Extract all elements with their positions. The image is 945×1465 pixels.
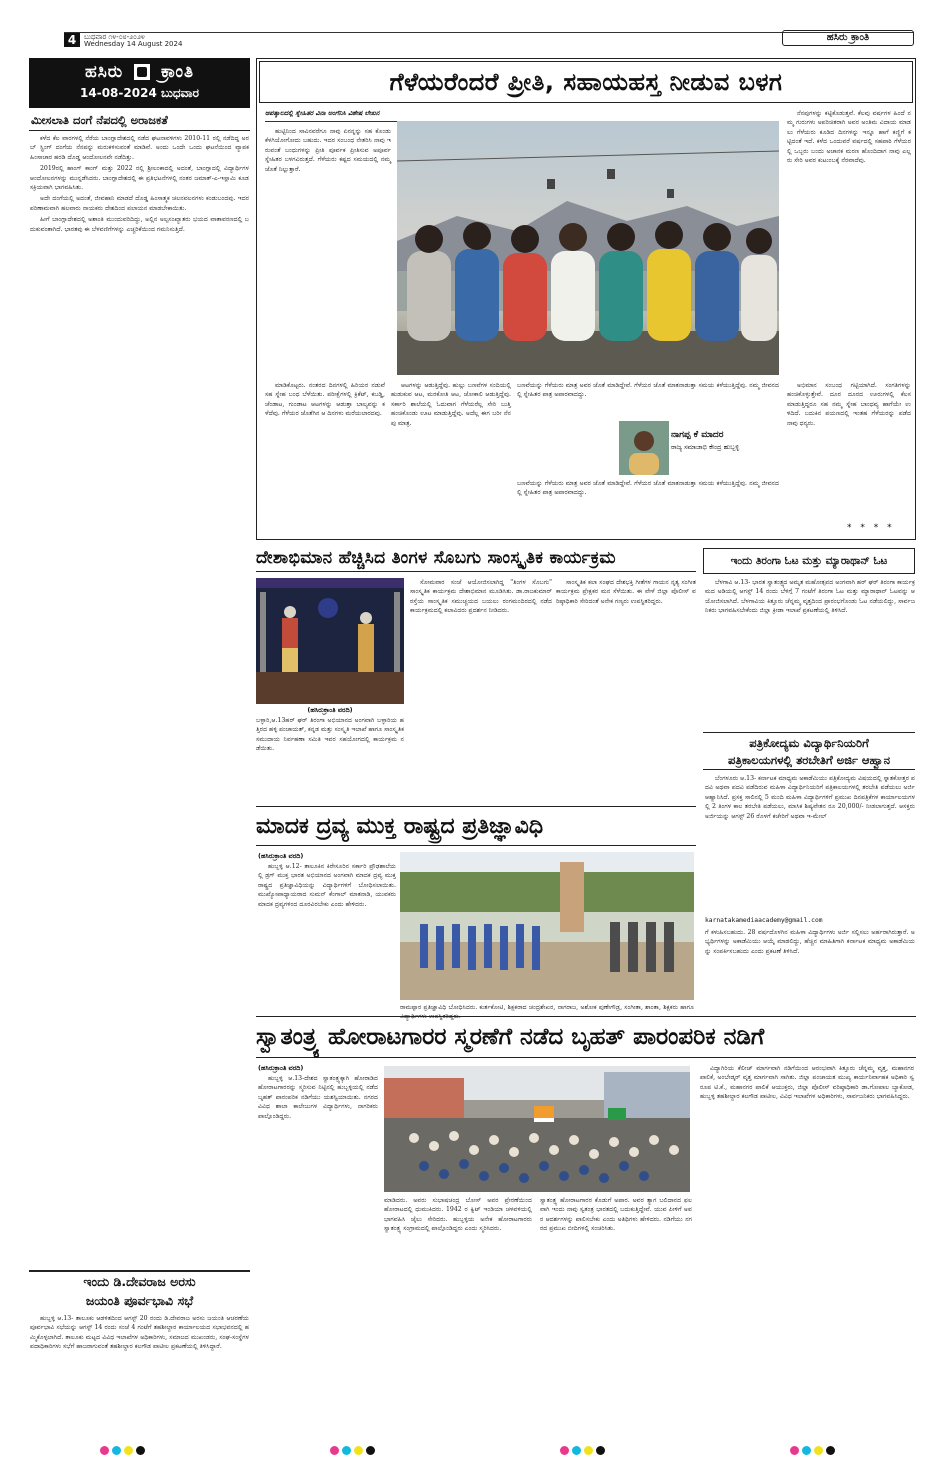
article-tiranga-body: ಬೆಳಗಾವಿ ಆ.13- ಭಾರತ ಸ್ವಾತಂತ್ರ್ಯದ ಅಮೃತ ಮಹೋತ್ಸವದ ಅಂಗವಾಗಿ ಹರ್ ಘರ್ ತಿರಂಗಾ ಕಾರ್ಯಕ್ರಮದ ಅಡಿಯಲ್ಲಿ ಆಗಸ್ಟ್ 14 ರಂದು ಬೆಳಿಗ್ಗೆ 7 ಗಂಟೆಗೆ ತಿರಂಗಾ ಓಟ ಮತ್ತು ಮ್ಯಾರಾಥಾನ್ ಓಟವನ್ನು ಆಯೋಜಿಸಲಾಗಿದೆ. ಬೆಳಗಾವಿಯ ಕಿತ್ತೂರು ಚೆನ್ನಮ್ಮ ವೃತ್ತದಿಂದ ಪ್ರಾರಂಭಗೊಂಡು ಓಟ ನಡೆಯಲಿದ್ದು, ಸಾರ್ವಜನಿಕರು ಭಾಗವಹಿಸಬೇಕೆಂದು ಜಿಲ್ಲಾ ಕ್ರೀಡಾ ಇಲಾಖೆ ಪ್ರಕಟಣೆಯಲ್ಲಿ ತಿಳಿಸಿದೆ. bbox=[705, 579, 915, 615]
article-journalism-headline-1: ಪತ್ರಿಕೋದ್ಯಮ ವಿದ್ಯಾರ್ಥಿನಿಯರಿಗೆ bbox=[749, 736, 869, 750]
article-friends-col-right-top: ನೆನಪುಗಳನ್ನು ಕಟ್ಟಿಕೊಡುತ್ತವೆ. ಕೆಲವು ವರ್ಷಗಳ ಹಿಂದೆ ನಮ್ಮ ಗುರುಗಳು ಅಪರಿಚಿತರಾಗಿ ಅವರ ಅಂತಿಮ ವಿದಾಯ ಮಾಡಲು ಗೆಳೆಯರು ಕೂಡಿದ ದಿನಗಳನ್ನು ಇನ್ನೂ ಹಾಗೆ ಕಣ್ಣಿಗೆ ಕಟ್ಟಿದಂತೆ ಇದೆ. ಕಳೆದ ಒಂದುವರೆ ವರ್ಷದಲ್ಲಿ ಸಹಪಾಠಿ ಗೆಳೆಯರಲ್ಲಿ ಒಬ್ಬರು ಬಂದು ಅಚಾನಕ ಮರಣ ಹೊಂದಿದಾಗ ನಾವು ಎಲ್ಲರು ಸೇರಿ ಅವರ ಕುಟುಂಬಕ್ಕೆ ನೆರವಾದೆವು. bbox=[787, 110, 911, 165]
cyan-dot-icon bbox=[112, 1446, 121, 1455]
magenta-dot-icon bbox=[560, 1446, 569, 1455]
end-mark: * * * * bbox=[847, 523, 895, 533]
editorial bbox=[29, 110, 250, 1141]
yellow-dot-icon bbox=[124, 1446, 133, 1455]
registration-marks-1 bbox=[100, 1446, 145, 1456]
page-number: 4 bbox=[64, 33, 80, 47]
article-friends-col-far-right-bottom: ಅಭಿಮಾನ ಸಂಬಂಧ ಗಟ್ಟಿಯಾಗಿದೆ. ಸಂಗತಿಗಳನ್ನು ಹಂಚಿಕೊಳ್ಳುತ್ತೇವೆ. ದೂರ ದೂರದ ಊರುಗಳಲ್ಲಿ ಕೆಲಸ ಮಾಡುತ್ತಿದ್ದರೂ ಸಹ ನಮ್ಮ ಸ್ನೇಹ ಬಾಂಧವ್ಯ ಹಾಗೆಯೇ ಉಳಿದಿದೆ. ಬದುಕಿನ ಪಯಣದಲ್ಲಿ ಇಂತಹ ಗೆಳೆಯರನ್ನು ಪಡೆದ ನಾವು ಧನ್ಯರು. bbox=[787, 382, 911, 427]
article-cultural-body-3: ಸಾಂಸ್ಕೃತಿಕ ಕಲಾ ಸಂಘದ ದೇಶಭಕ್ತಿ ಗೀತೆಗಳ ಗಾಯನ ನೃತ್ಯ ಸಂಗೀತ ಕಾರ್ಯಕ್ರಮ ಪ್ರೇಕ್ಷಕರ ಮನ ಸೆಳೆಯಿತು. ಈ ವೇಳೆ ಜಿಲ್ಲಾ ಪೊಲೀಸ್ ವರಿಷ್ಠಾಧಿಕಾರಿ ಸೇರಿದಂತೆ ಅನೇಕ ಗಣ್ಯರು ಉಪಸ್ಥಿತರಿದ್ದರು. bbox=[556, 579, 696, 605]
article-journalism-body-1: ಬೆಂಗಳೂರು ಆ.13- ಕರ್ನಾಟಕ ಮಾಧ್ಯಮ ಅಕಾಡೆಮಿಯು ಪತ್ರಿಕೋದ್ಯಮ ವಿಷಯದಲ್ಲಿ ಸ್ನಾತಕೋತ್ತರ ಪದವಿ ಅಥವಾ ಪದವಿ ಪಡೆದಿರುವ ಮಹಿಳಾ ವಿದ್ಯಾರ್ಥಿನಿಯರಿಗೆ ಪತ್ರಿಕಾಲಯಗಳಲ್ಲಿ ತರಬೇತಿ ಪಡೆಯಲು ಅರ್ಜಿ ಆಹ್ವಾನಿಸಿದೆ. ಪ್ರಸಕ್ತ ಸಾಲಿನಲ್ಲಿ 5 ಮಂದಿ ಮಹಿಳಾ ವಿದ್ಯಾರ್ಥಿಗಳಿಗೆ ಪ್ರಮುಖ ದಿನಪತ್ರಿಕೆಗಳ ಕಾರ್ಯಾಲಯಗಳಲ್ಲಿ 2 ತಿಂಗಳ ಕಾಲ ತರಬೇತಿ ಪಡೆಯಲು, ಮಾಸಿಕ ಶಿಷ್ಯವೇತನ ರೂ 20,000/- ನೀಡಲಾಗುತ್ತದೆ. ಆಸಕ್ತರು ಅರ್ಜಿಯನ್ನು ಆಗಸ್ಟ್ 26 ರೊಳಗೆ ಕಚೇರಿಗೆ ಅಥವಾ ಇ-ಮೇಲ್ bbox=[705, 775, 915, 820]
article-friends-kicker: ಆಪತ್ಕಾಲದಲ್ಲಿ ಸ್ನೇಹಿತರ ವಿನಾ ಅಂಗೆನಿಸಿ ವಿಶೇಷ ಲೇಖನ bbox=[265, 109, 400, 122]
masthead bbox=[29, 58, 250, 108]
journalism-email: karnatakamediaacademy@gmail.com bbox=[705, 917, 823, 924]
author-name: ನಾಗಪ್ಪ ಕೆ ಮಾದರ bbox=[671, 430, 724, 440]
author-photo bbox=[619, 421, 669, 475]
article-journalism-headline-2: ಪತ್ರಿಕಾಲಯಗಳಲ್ಲಿ ತರಬೇತಿಗೆ ಅರ್ಜಿ ಆಹ್ವಾನ bbox=[703, 752, 915, 770]
article-drug-body: ಹುಬ್ಬಳ್ಳಿ ಆ.12- ತಾಲೂಕಿನ ಕಿರೇಸೂರಿನ ಸರ್ಕಾರಿ ಪ್ರೌಢಶಾಲೆಯಲ್ಲಿ ಡ್ರಗ್ ಮುಕ್ತ ಭಾರತ ಅಭಿಯಾನದ ಅಂಗವಾಗಿ ಮಾದಕ ದ್ರವ್ಯ ಮುಕ್ತ ರಾಷ್ಟ್ರದ ಪ್ರತಿಜ್ಞಾವಿಧಿಯನ್ನು ವಿದ್ಯಾರ್ಥಿಗಳಿಗೆ ಬೋಧಿಸಲಾಯಿತು. ಮುಖ್ಯೋಪಾಧ್ಯಾಯರಾದ ಸುಮನ್ ಕೆಂಗಾಲ್ ಮಾತನಾಡಿ, ಯುವಕರು ಮಾದಕ ದ್ರವ್ಯಗಳಿಂದ ದೂರವಿರಬೇಕು ಎಂದು ಹೇಳಿದರು. bbox=[258, 863, 396, 908]
notice-body: ಹುಬ್ಬಳ್ಳಿ ಆ.13- ತಾಲೂಕು ಆಡಳಿತದಿಂದ ಆಗಸ್ಟ್ 20 ರಂದು ಡಿ.ದೇವರಾಜ ಅರಸು ಜಯಂತಿ ಆಚರಣೆಯ ಪೂರ್ವಭಾವಿ ಸಭೆಯನ್ನು ಆಗಸ್ಟ್ 14 ರಂದು ಸಂಜೆ 4 ಗಂಟೆಗೆ ತಹಶೀಲ್ದಾರ ಕಾರ್ಯಾಲಯದ ಸಭಾಭವನದಲ್ಲಿ ಹಮ್ಮಿಕೊಳ್ಳಲಾಗಿದೆ. ತಾಲೂಕು ಮಟ್ಟದ ವಿವಿಧ ಇಲಾಖೆಗಳ ಅಧಿಕಾರಿಗಳು, ಸಮಾಜದ ಮುಖಂಡರು, ಸಂಘ-ಸಂಸ್ಥೆಗಳ ಪದಾಧಿಕಾರಿಗಳು ಸಭೆಗೆ ಹಾಜರಾಗುವಂತೆ ತಹಶೀಲ್ದಾರ ಕಲಗೌಡ ಪಾಟೀಲ ಪ್ರಕಟಣೆಯಲ್ಲಿ ತಿಳಿಸಿದ್ದಾರೆ. bbox=[30, 1315, 249, 1351]
article-drug-body-2: ರಾಮಪ್ಪಾರ ಪ್ರತಿಜ್ಞಾವಿಧಿ ಬೋಧಿಸಿದರು. ಕುರ್ತಕೋಟಿ, ಶಿಕ್ಷಕರಾದ ಚಂದ್ರಶೇಖರ, ನಾಗರಾಜ, ಅಶೋಕ ಪುಣೇಗೌಡ್ರ, ಸಂಗೀತಾ, ಶಾಂತಾ, ಶಿಕ್ಷಕರು ಹಾಗೂ ವಿದ್ಯಾರ್ಥಿಗಳು ಉಪಸ್ಥಿತರಿದ್ದರು. bbox=[400, 1004, 694, 1021]
article-cultural-body-2: ಸೋಮವಾರ ಸಂಜೆ ಆಯೋಜಿಸಲಾಗಿದ್ದ "ತಿಂಗಳ ಸೊಬಗು" ಸಾಂಸ್ಕೃತಿಕ ಕಾರ್ಯಕ್ರಮ ದೇಶಾಭಿಮಾನ ಮೂಡಿಸಿತು. ಡಾ.ರಾಜಕುಮಾರ್ ರಸ್ತೆಯ ಸಾಂಸ್ಕೃತಿಕ ಸಮುಚ್ಚಯದ ಬಯಲು ರಂಗಮಂದಿರದಲ್ಲಿ ನಡೆದ ಕಾರ್ಯಕ್ರಮದಲ್ಲಿ ಕಲಾವಿದರು ಪ್ರದರ್ಶನ ನೀಡಿದರು. bbox=[410, 579, 552, 615]
editorial-body: ಕಳೆದ ಕೆಲ ವಾರಗಳಲ್ಲಿ ನೆರೆಯ ಬಾಂಗ್ಲಾದೇಶದಲ್ಲಿ ನಡೆದ ಘಟನಾವಳಿಗಳು 2010-11 ರಲ್ಲಿ ನಡೆದಿದ್ದ ಅರಬ್ ಸ್ಪ್ರಿಂಗ್ ದಂಗೆಯ ನೆನಪನ್ನು ಮರುಕಳಿಸುವಂತೆ ಮಾಡಿವೆ. ಅಂದು ಒಂದೇ ಒಂದು ಘಟನೆಯಿಂದ ವ್ಯಾಪಕ ಹಿಂಸಾಚಾರ ಹರಡಿ ದೊಡ್ಡ ಆಂದೋಲನವೇ ನಡೆದಿತ್ತು. 2019ರಲ್ಲಿ ಹಾಂಗ್ ಕಾಂಗ್ ಮತ್ತು 2022 ರಲ್ಲಿ ಶ್ರೀಲಂಕಾದಲ್ಲಿ ಅದಂತೆ, ಬಾಂಗ್ಲಾದಲ್ಲಿ ವಿದ್ಯಾರ್ಥಿಗಳ ಆಂದೋಲನಗಳನ್ನು ಮುನ್ನಡೆಸಿದರು. ಬಾಂಗ್ಲಾದೇಶದಲ್ಲಿ ಈ ಪ್ರತಿಭಟನೆಗಳಲ್ಲಿ ನಂತರ ಜಮಾತ್-ಎ-ಇಸ್ಲಾಮಿ ಕೂಡ ಸಕ್ರಿಯವಾಗಿ ಭಾಗವಹಿಸಿತು. ಅದೇ ದಂಗೆಯಲ್ಲಿ ಅದಂತೆ, ಜೀವಹಾನಿ ಮಾಡದೆ ದೊಡ್ಡ ಹಿಂಸಾತ್ಮಕ ಚಲನವಲನಗಳು ಕಂಡುಬಂದವು. ಇದರ ಪರಿಣಾಮವಾಗಿ ಹಲವಾರು ನಾಯಕರು ದೇಶದಿಂದ ಪಲಾಯನ ಮಾಡಬೇಕಾಯಿತು. ಹೀಗೆ ಬಾಂಗ್ಲಾದೇಶದಲ್ಲಿ ಅಶಾಂತಿ ಮುಂದುವರಿದಿದ್ದು, ಅಲ್ಲಿನ ಅಲ್ಪಸಂಖ್ಯಾತರು ಭಯದ ವಾತಾವರಣದಲ್ಲಿ ಬದುಕುವಂತಾಗಿದೆ. ಭಾರತವು ಈ ಬೆಳವಣಿಗೆಗಳನ್ನು ಎಚ್ಚರಿಕೆಯಿಂದ ಗಮನಿಸುತ್ತಿದೆ. bbox=[30, 135, 249, 233]
article-journalism-body-2: ಗೆ ಕಳುಹಿಸಬಹುದು. 28 ವರ್ಷದೊಳಗಿನ ಮಹಿಳಾ ವಿದ್ಯಾರ್ಥಿಗಳು ಅರ್ಜಿ ಸಲ್ಲಿಸಲು ಅರ್ಹರಾಗಿರುತ್ತಾರೆ. ಅಭ್ಯರ್ಥಿಗಳನ್ನು ಅಕಾಡೆಮಿಯು ಆಯ್ಕೆ ಮಾಡಲಿದ್ದು, ಹೆಚ್ಚಿನ ಮಾಹಿತಿಗಾಗಿ ಕರ್ನಾಟಕ ಮಾಧ್ಯಮ ಅಕಾಡೆಮಿಯನ್ನು ಸಂಪರ್ಕಿಸಬಹುದು ಎಂದು ಪ್ರಕಟಣೆ ತಿಳಿಸಿದೆ. bbox=[705, 929, 915, 955]
yellow-dot-icon bbox=[814, 1446, 823, 1455]
notice-headline-2: ಜಯಂತಿ ಪೂರ್ವಭಾವಿ ಸಭೆ bbox=[85, 1293, 194, 1308]
yellow-dot-icon bbox=[584, 1446, 593, 1455]
magenta-dot-icon bbox=[790, 1446, 799, 1455]
notice bbox=[29, 1272, 250, 1430]
article-journalism-headline bbox=[703, 732, 915, 770]
header-brand: ಹಸಿರು ಕ್ರಾಂತಿ bbox=[782, 30, 914, 46]
article-tiranga-headline: ಇಂದು ತಿರಂಗಾ ಓಟ ಮತ್ತು ಮ್ಯಾರಾಥಾನ್ ಓಟ bbox=[703, 548, 915, 574]
article-cultural-body-1: ಬಳ್ಳಾರಿ,ಆ.13ಹರ್ ಘರ್ ತಿರಂಗಾ ಅಭಿಯಾನದ ಅಂಗವಾಗಿ ಬಳ್ಳಾರಿಯ ಹತ್ತಿರದ ಹಳ್ಳಿ ಪಂಚಾಯತ್, ಕನ್ನಡ ಮತ್ತು ಸಂಸ್ಕೃತಿ ಇಲಾಖೆ ಹಾಗೂ ಸಾಂಸ್ಕೃತಿಕ ಸಮುದಾಯ ನಿರ್ವಹಣಾ ಸಮಿತಿ ಇವರ ಸಹಯೋಗದಲ್ಲಿ ಕಾರ್ಯಕ್ರಮ ನಡೆಯಿತು. bbox=[256, 717, 404, 753]
article-friends bbox=[256, 58, 916, 540]
cultural-stage-photo bbox=[256, 578, 404, 704]
header-date-kannada: ಬುಧವಾರ ೧೪-೦೮-೨೦೨೪ bbox=[84, 33, 145, 41]
black-dot-icon bbox=[136, 1446, 145, 1455]
article-freedom-headline: ಸ್ವಾತಂತ್ರ್ಯ ಹೋರಾಟಗಾರರ ಸ್ಮರಣೆಗೆ ನಡೆದ ಬೃಹತ್ ಪಾರಂಪರಿಕ ನಡಿಗೆ bbox=[256, 1016, 916, 1058]
author-role: ರಾಜ್ಯ ಸಮಾಜಾಭಿ ಕೇಂದ್ರ ಹುಬ್ಬಳ್ಳಿ bbox=[671, 443, 740, 451]
cyan-dot-icon bbox=[802, 1446, 811, 1455]
left-column bbox=[29, 58, 250, 1443]
registration-marks-2 bbox=[330, 1446, 375, 1456]
editorial-headline: ಮೀಸಲಾತಿ ದಂಗೆ ನೆಪದಲ್ಲಿ ಅರಾಜಕತೆ bbox=[29, 110, 250, 131]
article-friends-headline: ಗೆಳೆಯರೆಂದರೆ ಪ್ರೀತಿ, ಸಹಾಯಹಸ್ತ ನೀಡುವ ಬಳಗ bbox=[259, 61, 913, 103]
article-drug-source: (ಹಸಿರುಕ್ರಾಂತಿ ವರದಿ) bbox=[258, 852, 304, 860]
masthead-title-left: ಹಸಿರು bbox=[84, 62, 124, 82]
cyan-dot-icon bbox=[342, 1446, 351, 1455]
black-dot-icon bbox=[366, 1446, 375, 1455]
article-freedom-body-mid: ಮಾಡಿದರು. ಅವರು ಸುಭಾಷಚಂದ್ರ ಬೋಸ್ ಅವರ ಪ್ರೇರಣೆಯಿಂದ ಹೋರಾಟದಲ್ಲಿ ಧುಮುಕಿದರು. 1942 ರ ಕ್ವಿಟ್ ಇಂಡಿಯಾ ಚಳವಳಿಯಲ್ಲಿ ಭಾಗವಹಿಸಿ ಜೈಲು ಸೇರಿದರು. ಹುಬ್ಬಳ್ಳಿಯ ಅನೇಕ ಹೋರಾಟಗಾರರು ಸ್ವಾತಂತ್ರ್ಯ ಸಂಗ್ರಾಮದಲ್ಲಿ ಪಾಲ್ಗೊಂಡಿದ್ದರು ಎಂದು ಸ್ಮರಿಸಿದರು. bbox=[384, 1197, 532, 1233]
black-dot-icon bbox=[826, 1446, 835, 1455]
farmer-logo-icon bbox=[134, 64, 150, 80]
friends-photo bbox=[397, 121, 779, 375]
masthead-date: 14-08-2024 ಬುಧವಾರ bbox=[80, 86, 199, 100]
cyan-dot-icon bbox=[572, 1446, 581, 1455]
article-drug-headline: ಮಾದಕ ದ್ರವ್ಯ ಮುಕ್ತ ರಾಷ್ಟ್ರದ ಪ್ರತಿಜ್ಞಾವಿಧಿ bbox=[256, 806, 696, 846]
magenta-dot-icon bbox=[100, 1446, 109, 1455]
freedom-walk-photo bbox=[384, 1066, 690, 1192]
article-freedom-body-far-right: ವಿದ್ಯಾಗಿರಿಯ ಕೆಲೀಜ್ ಮಾರ್ಗವಾಗಿ ನಡಿಗೆಯಿಂದ ಆರಂಭವಾಗಿ ಕಿತ್ತೂರು ಚೆನ್ನಮ್ಮ ವೃತ್ತ, ಮಹಾನಗರ ಪಾಲಿಕೆ, ಅಂಬೇಡ್ಕರ್ ವೃತ್ತ ಮಾರ್ಗವಾಗಿ ಸಾಗಿತು. ಜಿಲ್ಲಾ ಪಂಚಾಯತ ಮುಖ್ಯ ಕಾರ್ಯನಿರ್ವಾಹಕ ಅಧಿಕಾರಿ ಸ್ವರೂಪ ಟಿ.ಕೆ., ಮಹಾನಗರ ಪಾಲಿಕೆ ಆಯುಕ್ತರು, ಜಿಲ್ಲಾ ಪೊಲೀಸ್ ವರಿಷ್ಠಾಧಿಕಾರಿ ಡಾ.ಗೋಪಾಲ ಬ್ಯಾಕೋಡ, ಹುಬ್ಬಳ್ಳಿ ತಹಶೀಲ್ದಾರ ಕಲಗೌಡ ಪಾಟೀಲ, ವಿವಿಧ ಇಲಾಖೆಗಳ ಅಧಿಕಾರಿಗಳು, ಸಾರ್ವಜನಿಕರು ಭಾಗವಹಿಸಿದ್ದರು. bbox=[700, 1065, 914, 1101]
article-friends-col-bottom-right: ಬಣವೆಯನ್ನು ಗೆಳೆಯರು ಮಾತ್ರ ಅವರ ಜೊತೆ ಮಾಡಿದ್ದೇವೆ. ಗೆಳೆಯರ ಜೊತೆ ಮಾತನಾಡುತ್ತಾ ಸಮಯ ಕಳೆಯುತ್ತಿದ್ದೆವು. ನಮ್ಮ ಜೀವನದಲ್ಲಿ ಸ್ನೇಹಿತರ ಪಾತ್ರ ಅಪಾರವಾದದ್ದು. bbox=[517, 382, 779, 399]
header-date-english: Wednesday 14 August 2024 bbox=[84, 40, 183, 48]
registration-marks-4 bbox=[790, 1446, 835, 1456]
article-freedom-source: (ಹಸಿರುಕ್ರಾಂತಿ ವರದಿ) bbox=[258, 1064, 304, 1072]
notice-headline-1: ಇಂದು ಡಿ.ದೇವರಾಜ ಅರಸು bbox=[83, 1274, 196, 1289]
yellow-dot-icon bbox=[354, 1446, 363, 1455]
article-friends-col-bottom-left: ಮಾಡಿಕೊಟ್ಟರು. ನಂತರದ ದಿನಗಳಲ್ಲಿ ಹಿರಿಯರ ನಡುವೆ ಸಹ ಸ್ನೇಹ ಬಂಧ ಬೆಳೆಯಿತು. ಪರೀಕ್ಷೆಗಳಲ್ಲಿ ಕ್ರಿಕೆಟ್, ಕಬಡ್ಡಿ, ಚೆಂಡಾಟ, ಗುಂಡಾಟ ಆಟಗಳನ್ನು ಆಡುತ್ತಾ ಬಾಲ್ಯವನ್ನು ಕಳೆದೆವು. ಗೆಳೆಯರ ಜೊತೆಗಿನ ಆ ದಿನಗಳು ಮರೆಯಲಾರದವು. bbox=[265, 382, 385, 418]
magenta-dot-icon bbox=[330, 1446, 339, 1455]
article-friends-col-bottom-mid: ಆಟಗಳನ್ನು ಆಡುತ್ತಿದ್ದೆವು. ಹುಲ್ಲು ಬಣವೆಗಳ ಸಂದಿಯಲ್ಲಿ ಹುಡುಕುವ ಆಟ, ಮರಕೋತಿ ಆಟ, ಜೋಕಾಲಿ ಆಡುತ್ತಿದ್ದೆವು. ಸರ್ಕಾರಿ ಶಾಲೆಯಲ್ಲಿ ಓದುವಾಗ ಗೆಳೆಯರೆಲ್ಲ ಸೇರಿ ಬುತ್ತಿ ಹಂಚಿಕೊಂಡು ಊಟ ಮಾಡುತ್ತಿದ್ದೆವು. ಅದೆಲ್ಲ ಈಗ ಬರೀ ನೆನಪು ಮಾತ್ರ. bbox=[391, 382, 511, 427]
article-freedom-body-right: ಸ್ವಾತಂತ್ರ್ಯ ಹೋರಾಟಗಾರರ ಕೊಡುಗೆ ಅಪಾರ. ಅವರ ತ್ಯಾಗ ಬಲಿದಾನದ ಫಲವಾಗಿ ಇಂದು ನಾವು ಸ್ವತಂತ್ರ ಭಾರತದಲ್ಲಿ ಬದುಕುತ್ತಿದ್ದೇವೆ. ಯುವ ಪೀಳಿಗೆ ಅವರ ಆದರ್ಶಗಳನ್ನು ಪಾಲಿಸಬೇಕು ಎಂದು ಅತಿಥಿಗಳು ಹೇಳಿದರು. ನಡಿಗೆಯು ನಗರದ ಪ್ರಮುಖ ಬೀದಿಗಳಲ್ಲಿ ಸಂಚರಿಸಿತು. bbox=[540, 1197, 692, 1233]
article-friends-col-tail: ಬಣವೆಯನ್ನು ಗೆಳೆಯರು ಮಾತ್ರ ಅವರ ಜೊತೆ ಮಾಡಿದ್ದೇವೆ. ಗೆಳೆಯರ ಜೊತೆ ಮಾತನಾಡುತ್ತಾ ಸಮಯ ಕಳೆಯುತ್ತಿದ್ದೆವು. ನಮ್ಮ ಜೀವನದಲ್ಲಿ ಸ್ನೇಹಿತರ ಪಾತ್ರ ಅಪಾರವಾದದ್ದು. bbox=[517, 480, 779, 497]
masthead-title-right: ಕ್ರಾಂತಿ bbox=[161, 62, 194, 82]
article-freedom-body-left: ಹುಬ್ಬಳ್ಳಿ ಆ.13-ದೇಶದ ಸ್ವಾತಂತ್ರ್ಯಕ್ಕಾಗಿ ಹೋರಾಡಿದ ಹೋರಾಟಗಾರರನ್ನು ಸ್ಮರಿಸುವ ನಿಟ್ಟಿನಲ್ಲಿ ಹುಬ್ಬಳ್ಳಿಯಲ್ಲಿ ನಡೆದ ಬೃಹತ್ ಪಾರಂಪರಿಕ ನಡಿಗೆಯು ಯಶಸ್ವಿಯಾಯಿತು. ನಗರದ ವಿವಿಧ ಶಾಲಾ ಕಾಲೇಜುಗಳ ವಿದ್ಯಾರ್ಥಿಗಳು, ನಾಗರಿಕರು ಪಾಲ್ಗೊಂಡಿದ್ದರು. bbox=[258, 1075, 378, 1120]
drug-pledge-photo bbox=[400, 852, 694, 1000]
article-friends-col1: ಹುಟ್ಟಿನಿಂದ ಸಾವಿನವರೆಗೂ ನಾವು ಏನನ್ನನ್ನು ಸಹ ಕೊಂಡು ಕೆಳಗಿಯೋಗೋದು ಬಹುದು. ಇದರ ಸಂಬಂಧ ನೇತರಿಸಿ ನಾವು ಇರುವಂತೆ ಬಂಧುಗಳನ್ನು ಪ್ರೀತಿ ಪೂರ್ವಕ ಪ್ರೀತಿಸುವ ಅಪೂರ್ವ ಸ್ನೇಹಿತರ ಬಳಗವಿರುತ್ತದೆ. ಗೆಳೆಯರು ಕಷ್ಟದ ಸಮಯದಲ್ಲಿ ನಮ್ಮ ಜೊತೆ ನಿಲ್ಲುತ್ತಾರೆ. bbox=[265, 128, 391, 173]
registration-marks-3 bbox=[560, 1446, 605, 1456]
black-dot-icon bbox=[596, 1446, 605, 1455]
cultural-photo-caption: (ಹಸಿರುಕ್ರಾಂತಿ ವರದಿ) bbox=[307, 706, 353, 714]
article-cultural-headline: ದೇಶಾಭಿಮಾನ ಹೆಚ್ಚಿಸಿದ ತಿಂಗಳ ಸೊಬಗು ಸಾಂಸ್ಕೃತಿಕ ಕಾರ್ಯಕ್ರಮ bbox=[256, 544, 696, 572]
